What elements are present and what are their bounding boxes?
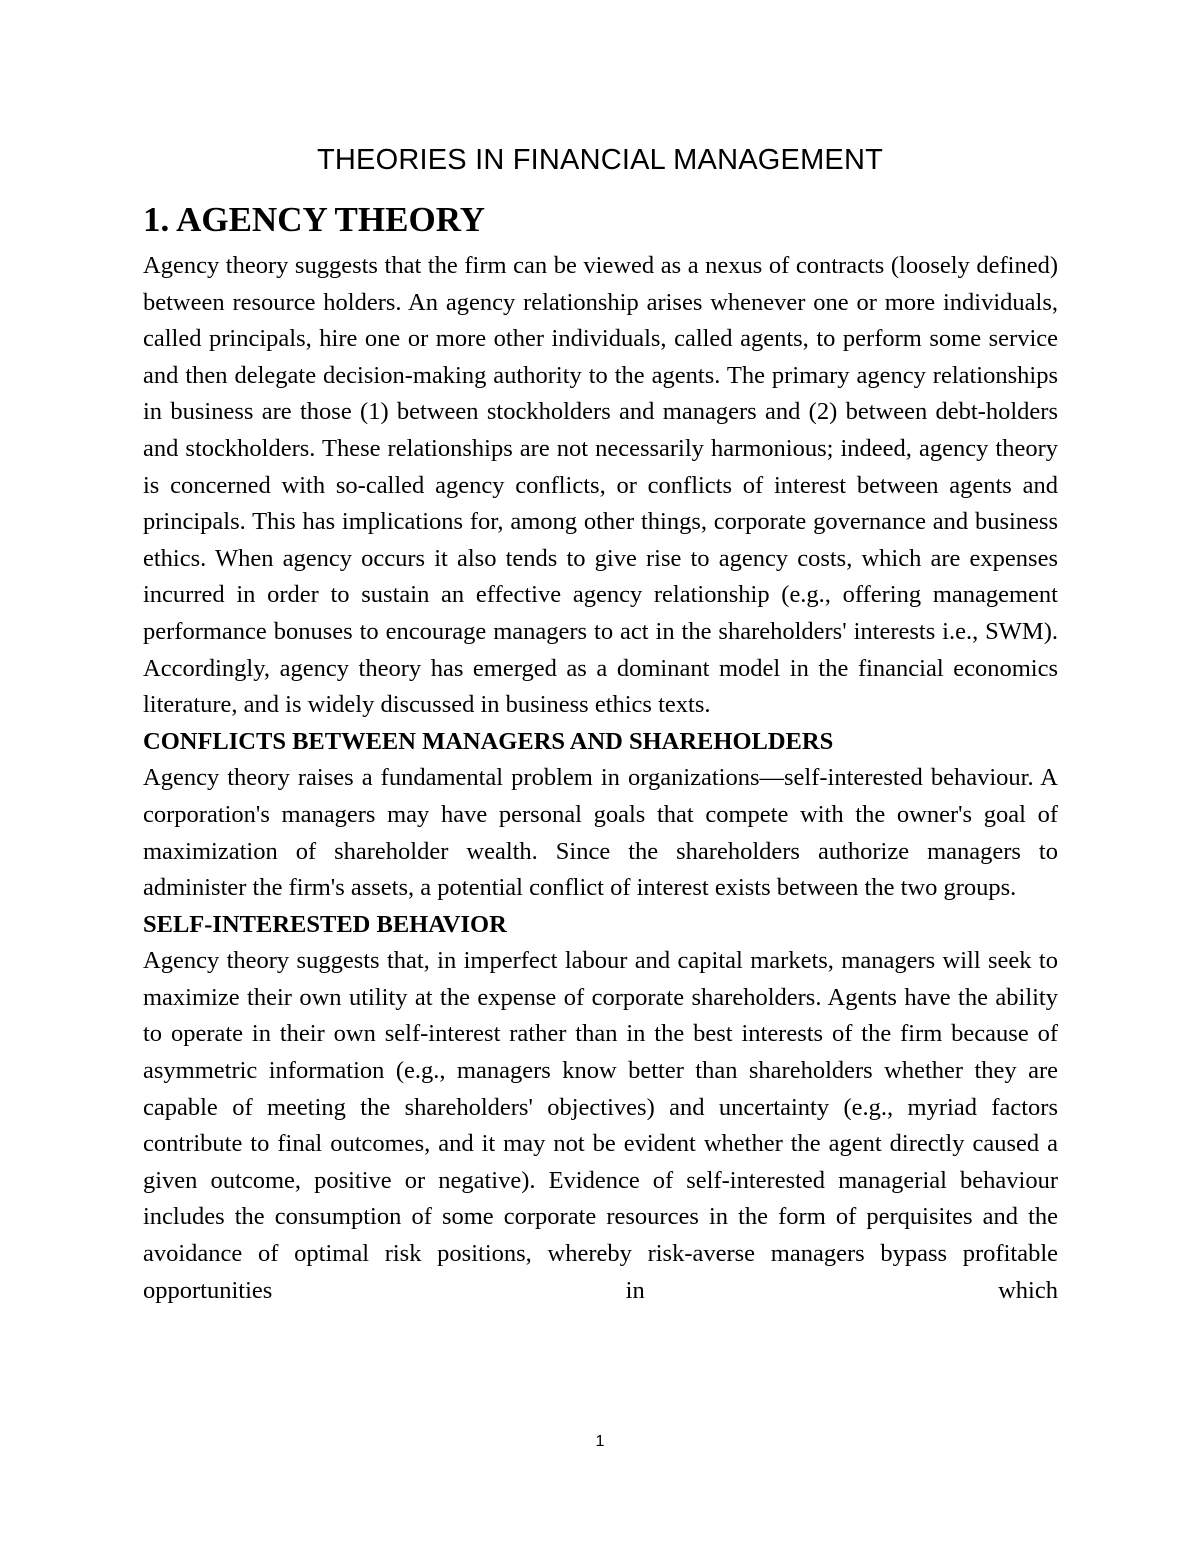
subheading-self-interested: SELF-INTERESTED BEHAVIOR [143,910,507,938]
page-number: 1 [595,1433,605,1450]
document-body [143,192,1058,1309]
document-title: THEORIES IN FINANCIAL MANAGEMENT [316,144,884,176]
paragraph-agency-theory: Agency theory suggests that the firm can be viewed as a nexus of contracts (loosely defined) between resource holders. An agency relationship arises whenever one or more individuals, called principals, hire one or more other individuals, called agents, to perform some service and then delegate decision-making authority to the agents. The primary agency relationships in business are those (1) between stockholders and managers and (2) between debt-holders and stockholders. These relationships are not necessarily harmonious; indeed, agency theory is concerned with so-called agency conflicts, or conflicts of interest between agents and principals. This has implications for, among other things, corporate governance and business ethics. When agency occurs it also tends to give rise to agency costs, which are expenses incurred in order to sustain an effective agency relationship (e.g., offering management performance bonuses to encourage managers to act in the shareholders' interests i.e., SWM). Accordingly, agency theory has emerged as a dominant model in the financial economics literature, and is widely discussed in business ethics texts. [143,252,1058,719]
paragraph-self-interested: Agency theory suggests that, in imperfect labour and capital markets, managers will seek to maximize their own utility at the expense of corporate shareholders. Agents have the ability to operate in their own self-interest rather than in the best interests of the firm because of asymmetric information (e.g., managers know better than shareholders whether they are capable of meeting the shareholders' objectives) and uncertainty (e.g., myriad factors contribute to final outcomes, and it may not be evident whether the agent directly caused a given outcome, positive or negative). Evidence of self-interested managerial behaviour includes the consumption of some corporate resources in the form of perquisites and the avoidance of optimal risk positions, whereby risk-averse managers bypass profitable opportunities in which [143,947,1058,1304]
paragraph-conflicts: Agency theory raises a fundamental problem in organizations—self-interested behaviour. A corporation's managers may have personal goals that compete with the owner's goal of maximization of shareholder wealth. Since the shareholders authorize managers to administer the firm's assets, a potential conflict of interest exists between the two groups. [143,764,1058,902]
subheading-conflicts: CONFLICTS BETWEEN MANAGERS AND SHAREHOLDERS [143,727,834,755]
section-heading: 1. AGENCY THEORY [143,200,486,239]
